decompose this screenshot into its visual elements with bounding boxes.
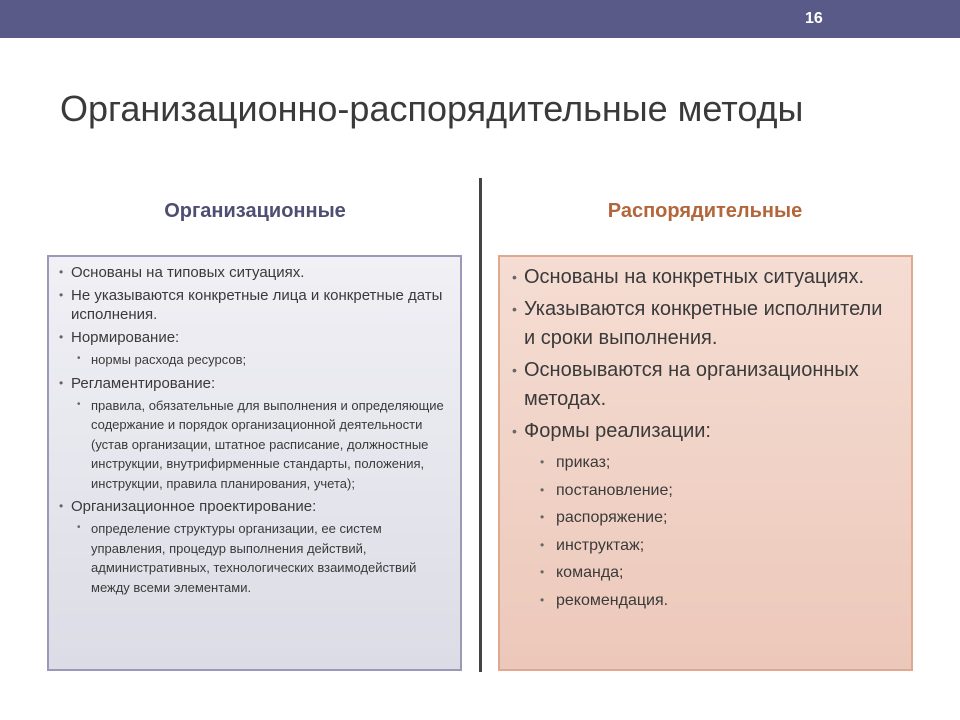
bullet-icon: •	[59, 375, 64, 390]
bullet-icon: •	[77, 353, 81, 364]
bullet-icon: •	[540, 455, 545, 469]
bullet-icon: •	[59, 330, 64, 344]
list-item-text: Основаны на конкретных ситуациях.	[524, 266, 865, 288]
bullet-icon: •	[540, 537, 545, 552]
sub-list	[71, 519, 450, 597]
sub-list-item-text: распоряжение;	[556, 509, 668, 526]
list-item-text: Регламентирование:	[71, 374, 216, 392]
sub-list	[71, 396, 450, 494]
list-item	[512, 295, 899, 353]
sub-list-item-text: определение структуры организации, ее систем управления, процедур выполнения действий, административных, технологических взаимодействий между всеми элементами.	[91, 521, 417, 595]
organizational-methods-box	[47, 255, 462, 671]
bullet-icon: •	[512, 269, 517, 285]
sub-list-item-text: инструктаж;	[556, 536, 645, 554]
list-item	[512, 417, 899, 614]
sub-list-item-text: постановление;	[556, 481, 673, 499]
administrative-list	[512, 263, 899, 614]
bullet-icon: •	[540, 565, 545, 579]
bullet-icon: •	[77, 398, 81, 410]
list-item	[512, 356, 899, 414]
slide-title: Организационно-распорядительные методы	[60, 88, 804, 129]
right-column-heading: Распорядительные	[607, 200, 803, 222]
sub-list-item-text: правила, обязательные для выполнения и определяющие содержание и порядок организационной деятельности (устав организации, штатное расписание, должностные инструкции, внутрифирменные стандарты, положения, инструкции, правила планирования, учета);	[91, 397, 444, 491]
sub-list-item	[71, 350, 450, 370]
sub-list-item	[524, 587, 899, 615]
list-item	[59, 328, 450, 370]
list-item	[512, 263, 899, 292]
sub-list-item	[71, 396, 450, 494]
sub-list-item	[524, 477, 899, 505]
list-item-text: Основываются на организационных методах.	[524, 359, 859, 410]
sub-list-item	[524, 449, 899, 477]
top-bar	[0, 0, 960, 38]
sub-list-item	[524, 532, 899, 560]
list-item-text: Нормирование:	[71, 329, 180, 346]
administrative-methods-box	[498, 255, 913, 671]
bullet-icon: •	[59, 499, 64, 513]
left-column-heading: Организационные	[164, 200, 346, 222]
sub-list	[524, 449, 899, 614]
sub-list-item-text: рекомендация.	[556, 591, 669, 609]
list-item-text: Основаны на типовых ситуациях.	[71, 264, 305, 281]
sub-list-item-text: нормы расхода ресурсов;	[91, 352, 247, 367]
bullet-icon: •	[540, 482, 545, 497]
list-item-text: Не указываются конкретные лица и конкретные даты исполнения.	[71, 287, 443, 323]
sub-list-item	[524, 559, 899, 587]
list-item	[59, 497, 450, 597]
bullet-icon: •	[77, 522, 81, 533]
sub-list-item	[71, 519, 450, 597]
bullet-icon: •	[512, 362, 517, 378]
bullet-icon: •	[540, 510, 545, 524]
list-item-text: Формы реализации:	[524, 420, 711, 442]
list-item	[59, 374, 450, 494]
column-divider	[479, 178, 482, 672]
bullet-icon: •	[59, 288, 64, 302]
list-item-text: Указываются конкретные исполнители и сроки выполнения.	[524, 298, 883, 349]
slide-number: 16	[805, 10, 823, 27]
sub-list-item-text: команда;	[556, 564, 624, 581]
bullet-icon: •	[59, 265, 64, 279]
list-item-text: Организационное проектирование:	[71, 498, 317, 515]
list-item	[59, 263, 450, 282]
list-item	[59, 286, 450, 324]
bullet-icon: •	[512, 423, 517, 439]
sub-list	[71, 350, 450, 370]
sub-list-item	[524, 504, 899, 532]
organizational-list	[59, 263, 450, 597]
bullet-icon: •	[512, 301, 517, 317]
sub-list-item-text: приказ;	[556, 454, 611, 471]
bullet-icon: •	[540, 592, 545, 607]
